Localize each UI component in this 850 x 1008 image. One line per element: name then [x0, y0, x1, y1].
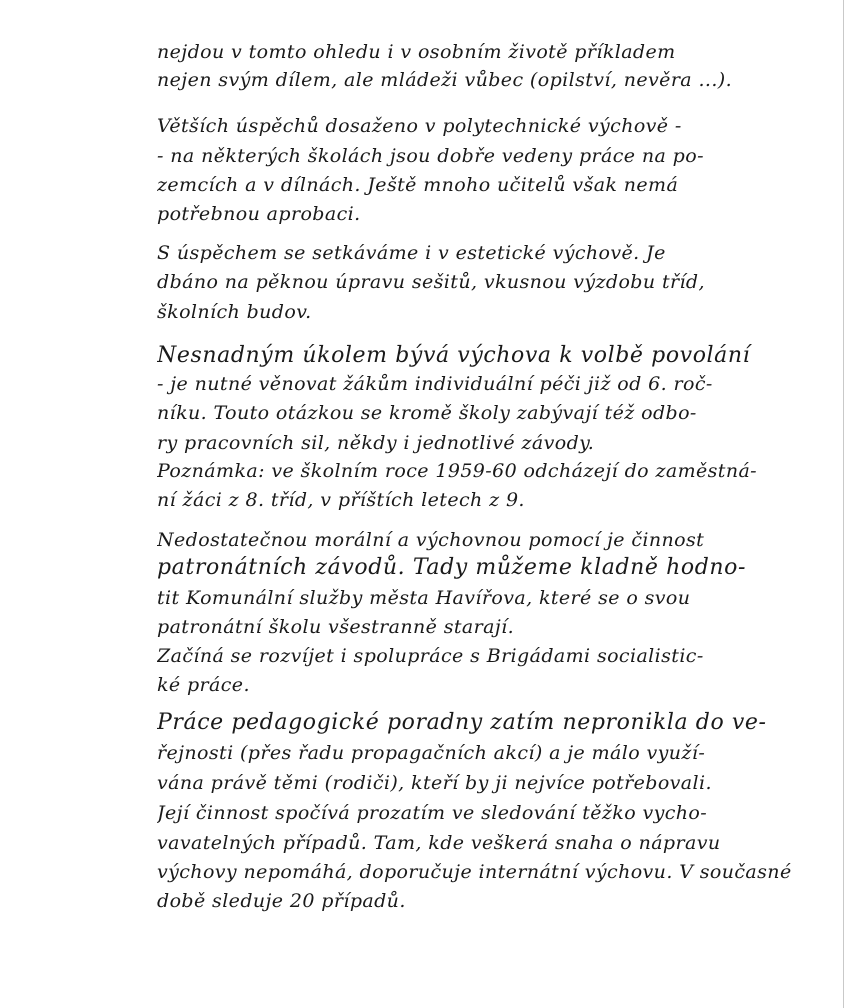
text-line: nejdou v tomto ohledu i v osobním životě příkladem [157, 41, 676, 63]
text-line: vavatelných případů. Tam, kde veškerá snaha o nápravu [157, 832, 721, 854]
text-line: potřebnou aprobaci. [157, 203, 361, 225]
text-line: Začíná se rozvíjet i spolupráce s Brigádami socialistic- [157, 645, 704, 667]
text-line: ké práce. [157, 674, 250, 696]
text-line: patronátních závodů. Tady můžeme kladně hodno- [157, 555, 747, 580]
text-line: Práce pedagogické poradny zatím nepronikla do ve- [157, 710, 767, 735]
text-line: vána právě těmi (rodiči), kteří by ji nejvíce potřebovali. [157, 772, 712, 794]
text-line: Poznámka: ve školním roce 1959-60 odcházejí do zaměstná- [157, 460, 758, 482]
text-line: níku. Touto otázkou se kromě školy zabývají též odbo- [157, 402, 697, 424]
text-line: ry pracovních sil, někdy i jednotlivé závody. [157, 432, 595, 454]
text-line: nejen svým dílem, ale mládeži vůbec (opilství, nevěra ...). [157, 69, 733, 91]
text-line: S úspěchem se setkáváme i v estetické výchově. Je [157, 242, 666, 264]
text-line: Větších úspěchů dosaženo v polytechnické výchově - [157, 115, 682, 137]
text-line: Její činnost spočívá prozatím ve sledování těžko vycho- [157, 802, 708, 824]
text-line: - na některých školách jsou dobře vedeny práce na po- [157, 145, 704, 167]
text-line: - je nutné věnovat žákům individuální péči již od 6. roč- [157, 373, 713, 395]
text-line: ní žáci z 8. tříd, v příštích letech z 9. [157, 489, 525, 511]
text-line: dbáno na pěknou úpravu sešitů, vkusnou výzdobu tříd, [157, 271, 705, 293]
text-line: školních budov. [157, 301, 312, 323]
text-line: době sleduje 20 případů. [157, 890, 406, 912]
text-line: zemcích a v dílnách. Ještě mnoho učitelů však nemá [157, 174, 679, 196]
text-line: tit Komunální služby města Havířova, které se o svou [157, 587, 691, 609]
text-line: patronátní školu všestranně starají. [157, 616, 515, 638]
page-edge-line [843, 0, 844, 1008]
text-line: Nedostatečnou morální a výchovnou pomocí je činnost [157, 529, 705, 551]
text-line: řejnosti (přes řadu propagačních akcí) a je málo využí- [157, 742, 706, 764]
text-line: Nesnadným úkolem bývá výchova k volbě povolání [157, 343, 751, 368]
text-line: výchovy nepomáhá, doporučuje internátní výchovu. V současné [157, 861, 792, 883]
